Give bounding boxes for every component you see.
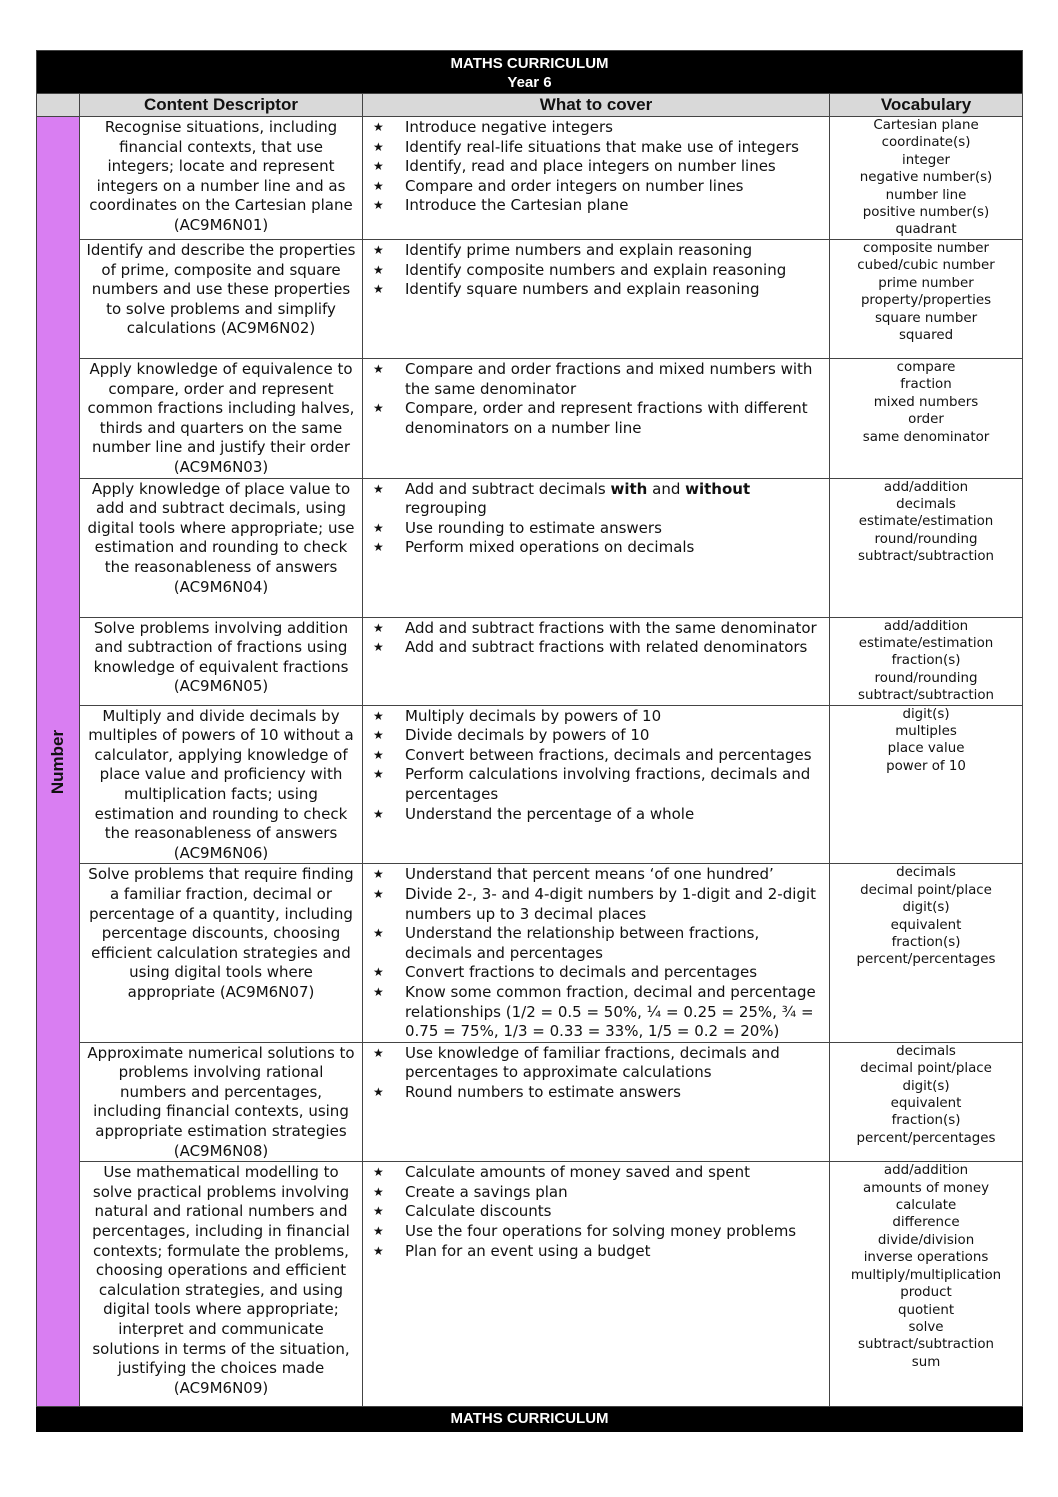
cover-list — [371, 360, 823, 438]
list-item: ★ Perform calculations involving fractions, decimals and percentages — [373, 765, 811, 803]
cover-list — [371, 480, 823, 558]
list-item: ★ Convert between fractions, decimals and percentages — [373, 745, 812, 764]
list-item: ★ Identify square numbers and explain reasoning — [373, 280, 760, 299]
footer-title: MATHS CURRICULUM — [37, 1407, 1023, 1432]
star-bullet-icon: ★ — [373, 867, 384, 882]
list-item: ★ Convert fractions to decimals and percentages — [373, 963, 758, 982]
list-item: ★ Create a savings plan — [373, 1182, 568, 1201]
table-row — [37, 1162, 1023, 1407]
list-item: ★ Calculate discounts — [373, 1202, 552, 1221]
star-bullet-icon: ★ — [373, 540, 384, 555]
table-row — [37, 705, 1023, 864]
list-item: ★ Multiply decimals by powers of 10 — [373, 706, 662, 725]
list-item: ★ Plan for an event using a budget — [373, 1241, 651, 1260]
column-header-vocab: Vocabulary — [830, 94, 1023, 117]
table-row — [37, 359, 1023, 479]
star-bullet-icon: ★ — [373, 401, 384, 416]
star-bullet-icon: ★ — [373, 198, 384, 213]
star-bullet-icon: ★ — [373, 965, 384, 980]
year-label: Year 6 — [507, 74, 552, 91]
what-to-cover — [363, 864, 830, 1042]
list-item: ★ Divide 2-, 3- and 4-digit numbers by 1-digit and 2-digit numbers up to 3 decimal places — [373, 884, 816, 923]
what-to-cover — [363, 1162, 830, 1407]
list-item: ★ Divide decimals by powers of 10 — [373, 726, 650, 745]
strand-cell — [37, 117, 80, 1407]
star-bullet-icon: ★ — [373, 806, 384, 821]
list-item: ★ Compare and order fractions and mixed numbers with the same denominator — [373, 360, 813, 398]
list-item: ★ Understand the relationship between fractions, decimals and percentages — [373, 924, 760, 962]
list-item: ★ Add and subtract decimals with and without regrouping — [373, 479, 751, 518]
page-title: MATHS CURRICULUM — [450, 55, 609, 72]
list-item: ★ Use rounding to estimate answers — [373, 518, 662, 537]
cover-list — [371, 1044, 823, 1103]
column-headers — [37, 94, 1023, 117]
cover-list — [371, 619, 823, 658]
column-header-cover: What to cover — [363, 94, 830, 117]
table-row — [37, 1042, 1023, 1162]
star-bullet-icon: ★ — [373, 767, 384, 782]
list-item: ★ Identify real-life situations that make use of integers — [373, 137, 799, 156]
what-to-cover — [363, 617, 830, 705]
list-item: ★ Identify composite numbers and explain reasoning — [373, 260, 787, 279]
list-item: ★ Perform mixed operations on decimals — [373, 538, 695, 557]
star-bullet-icon: ★ — [373, 282, 384, 297]
star-bullet-icon: ★ — [373, 620, 384, 635]
list-item: ★ Compare, order and represent fractions with different denominators on a number line — [373, 399, 808, 437]
star-bullet-icon: ★ — [373, 520, 384, 535]
content-descriptor: Use mathematical modelling to solve practical problems involving natural and rational numbers and percentages, including in financial contexts; formulate the problems, choosing operations and efficient calculation strategies, and using digital tools where appropriate; interpret and communicate solutions in terms of the situation, justifying the choices made (AC9M6N09) — [80, 1162, 363, 1407]
list-item: ★ Identify, read and place integers on number lines — [373, 157, 776, 176]
list-item: ★ Understand the percentage of a whole — [373, 804, 695, 823]
curriculum-table — [36, 50, 1023, 1432]
list-item: ★ Introduce the Cartesian plane — [373, 196, 629, 215]
list-item: ★ Know some common fraction, decimal and percentage relationships (1/2 = 0.5 = 50%, ¼ = 0.25 = 25%, ¾ = 0.75 = 75%, 1/3 = 0.33 = 33%, 1/5 = 0.2 = 20%) — [373, 982, 816, 1041]
vocabulary: compare fraction mixed numbers order same denominator — [830, 359, 1023, 479]
content-descriptor: Approximate numerical solutions to problems involving rational numbers and percentages, including financial contexts, using appropriate estimation strategies (AC9M6N08) — [80, 1042, 363, 1162]
vocabulary: add/addition estimate/estimation fraction(s) round/rounding subtract/subtraction — [830, 617, 1023, 705]
star-bullet-icon: ★ — [373, 159, 384, 174]
what-to-cover — [363, 1042, 830, 1162]
star-bullet-icon: ★ — [373, 120, 384, 134]
list-item: ★ Calculate amounts of money saved and spent — [373, 1163, 751, 1182]
vocabulary: decimals decimal point/place digit(s) equivalent fraction(s) percent/percentages — [830, 864, 1023, 1042]
list-item: ★ Round numbers to estimate answers — [373, 1082, 681, 1101]
list-item: ★ Understand that percent means ‘of one hundred’ — [373, 865, 774, 884]
what-to-cover — [363, 117, 830, 240]
star-bullet-icon: ★ — [373, 1204, 384, 1219]
content-descriptor: Apply knowledge of place value to add and subtract decimals, using digital tools where appropriate; use estimation and rounding to check the reasonableness of answers (AC9M6N04) — [80, 478, 363, 617]
star-bullet-icon: ★ — [373, 1243, 384, 1258]
cover-list — [371, 118, 823, 216]
what-to-cover — [363, 478, 830, 617]
list-item: ★ Use knowledge of familiar fractions, decimals and percentages to approximate calculations — [373, 1043, 780, 1082]
content-descriptor: Apply knowledge of equivalence to compare, order and represent common fractions including halves, thirds and quarters on the same number line and justify their order (AC9M6N03) — [80, 359, 363, 479]
table-row — [37, 617, 1023, 705]
table-footer — [37, 1407, 1023, 1432]
star-bullet-icon: ★ — [373, 243, 384, 257]
star-bullet-icon: ★ — [373, 481, 384, 496]
list-item: ★ Identify prime numbers and explain reasoning — [373, 241, 753, 259]
cover-list — [371, 1163, 823, 1261]
vocabulary: Cartesian plane coordinate(s) integer negative number(s) number line positive number(s) quadrant — [830, 117, 1023, 240]
content-descriptor: Solve problems that require finding a familiar fraction, decimal or percentage of a quantity, including percentage discounts, choosing efficient calculation strategies and using digital tools where appropriate (AC9M6N07) — [80, 864, 363, 1042]
star-bullet-icon: ★ — [373, 926, 384, 941]
star-bullet-icon: ★ — [373, 984, 384, 999]
table-row — [37, 117, 1023, 240]
vocabulary: composite number cubed/cubic number prime number property/properties square number squared — [830, 240, 1023, 359]
list-item: ★ Add and subtract fractions with related denominators — [373, 638, 808, 657]
vocabulary: add/addition amounts of money calculate difference divide/division inverse operations multiply/multiplication product quotient solve subtract/subtraction sum — [830, 1162, 1023, 1407]
content-descriptor: Multiply and divide decimals by multiples of powers of 10 without a calculator, applying knowledge of place value and proficiency with multiplication facts; using estimation and rounding to check the reasonableness of answers (AC9M6N06) — [80, 705, 363, 864]
list-item: ★ Add and subtract fractions with the same denominator — [373, 618, 817, 637]
content-descriptor: Identify and describe the properties of prime, composite and square numbers and use these properties to solve problems and simplify calculations (AC9M6N02) — [80, 240, 363, 359]
vocabulary: add/addition decimals estimate/estimation round/rounding subtract/subtraction — [830, 478, 1023, 617]
star-bullet-icon: ★ — [373, 640, 384, 655]
strand-label: Number — [48, 729, 67, 794]
star-bullet-icon: ★ — [373, 178, 384, 193]
vocabulary: decimals decimal point/place digit(s) equivalent fraction(s) percent/percentages — [830, 1042, 1023, 1162]
table-header — [37, 51, 1023, 94]
star-bullet-icon: ★ — [373, 1045, 384, 1060]
what-to-cover — [363, 705, 830, 864]
star-bullet-icon: ★ — [373, 747, 384, 762]
strand-header-blank — [37, 94, 80, 117]
list-item: ★ Use the four operations for solving money problems — [373, 1222, 797, 1241]
star-bullet-icon: ★ — [373, 728, 384, 743]
cover-list — [371, 241, 823, 300]
table-row — [37, 240, 1023, 359]
cover-list — [371, 707, 823, 825]
star-bullet-icon: ★ — [373, 1165, 384, 1180]
content-descriptor: Solve problems involving addition and subtraction of fractions using knowledge of equivalent fractions (AC9M6N05) — [80, 617, 363, 705]
star-bullet-icon: ★ — [373, 1084, 384, 1099]
column-header-descriptor: Content Descriptor — [80, 94, 363, 117]
table-row — [37, 478, 1023, 617]
table-row — [37, 864, 1023, 1042]
star-bullet-icon: ★ — [373, 139, 384, 154]
content-descriptor: Recognise situations, including financial contexts, that use integers; locate and represent integers on a number line and as coordinates on the Cartesian plane (AC9M6N01) — [80, 117, 363, 240]
star-bullet-icon: ★ — [373, 1224, 384, 1239]
cover-list — [371, 865, 823, 1041]
vocabulary: digit(s) multiples place value power of 10 — [830, 705, 1023, 864]
star-bullet-icon: ★ — [373, 362, 384, 376]
list-item: ★ Compare and order integers on number lines — [373, 176, 744, 195]
star-bullet-icon: ★ — [373, 1184, 384, 1199]
star-bullet-icon: ★ — [373, 886, 384, 901]
star-bullet-icon: ★ — [373, 708, 384, 723]
what-to-cover — [363, 240, 830, 359]
what-to-cover — [363, 359, 830, 479]
curriculum-sheet — [36, 50, 1022, 1432]
star-bullet-icon: ★ — [373, 262, 384, 277]
list-item: ★ Introduce negative integers — [373, 118, 613, 136]
